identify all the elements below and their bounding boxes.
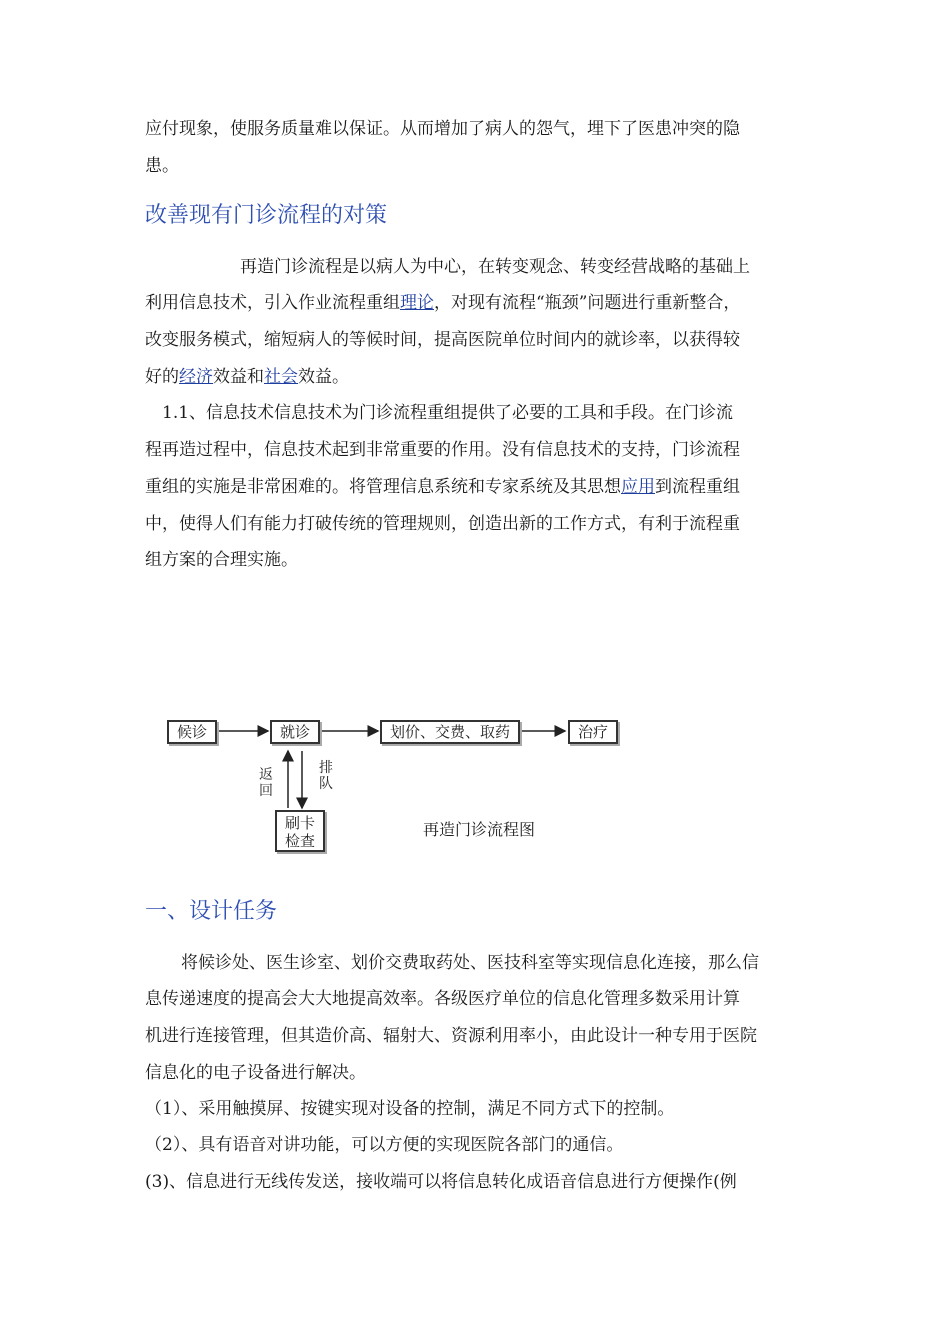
design-item-1: （1）、采用触摸屏、按键实现对设备的控制，满足不同方式下的控制。 xyxy=(145,1099,675,1119)
design-para-line-1: 将候诊处、医生诊室、划价交费取药处、医技科室等实现信息化连接，那么信 xyxy=(181,953,759,973)
label-return: 返回 xyxy=(259,767,273,799)
para2-line-1: 1.1、信息技术信息技术为门诊流程重组提供了必要的工具和手段。在门诊流 xyxy=(162,403,734,423)
para2-line-5: 组方案的合理实施。 xyxy=(145,550,298,570)
application-link[interactable]: 应用 xyxy=(621,477,655,497)
diagram-caption: 再造门诊流程图 xyxy=(423,820,536,839)
para1-line-4 xyxy=(145,366,825,388)
para1-line-2-text-a: 利用信息技术，引入作业流程重组 xyxy=(145,293,400,313)
para1-line-4-text-c: 效益。 xyxy=(298,367,349,387)
para2-line-3-text-a: 重组的实施是非常困难的。将管理信息系统和专家系统及其思想 xyxy=(145,477,621,497)
node-consult: 就诊 xyxy=(270,720,320,744)
process-flow-diagram xyxy=(160,705,630,865)
economy-link[interactable]: 经济 xyxy=(179,367,213,387)
design-para-line-4: 信息化的电子设备进行解决。 xyxy=(145,1063,366,1083)
section-heading-design: 一、设计任务 xyxy=(145,899,278,924)
para1-line-3: 改变服务模式，缩短病人的等候时间，提高医院单位时间内的就诊率，以获得较 xyxy=(145,330,740,350)
para1-line-4-text-b: 效益和 xyxy=(213,367,264,387)
intro-line-1: 应付现象，使服务质量难以保证。从而增加了病人的怨气，埋下了医患冲突的隐 xyxy=(145,119,740,139)
node-wait: 候诊 xyxy=(167,720,217,744)
design-item-2: （2）、具有语音对讲功能，可以方便的实现医院各部门的通信。 xyxy=(145,1135,624,1155)
para2-line-2: 程再造过程中，信息技术起到非常重要的作用。没有信息技术的支持，门诊流程 xyxy=(145,440,740,460)
para1-line-1: 再造门诊流程是以病人为中心，在转变观念、转变经营战略的基础上 xyxy=(240,257,750,277)
node-pay: 划价、交费、取药 xyxy=(380,720,520,744)
para1-line-4-text-a: 好的 xyxy=(145,367,179,387)
para2-line-3-text-b: 到流程重组 xyxy=(655,477,740,497)
society-link[interactable]: 社会 xyxy=(264,367,298,387)
para1-line-2-text-b: ，对现有流程“瓶颈”问题进行重新整合， xyxy=(434,293,741,313)
section-heading-countermeasure: 改善现有门诊流程的对策 xyxy=(145,203,388,228)
theory-link[interactable]: 理论 xyxy=(400,293,434,313)
design-item-3: (3)、信息进行无线传发送，接收端可以将信息转化成语音信息进行方便操作(例 xyxy=(145,1172,737,1192)
intro-line-2: 患。 xyxy=(145,156,179,176)
label-queue: 排队 xyxy=(319,760,333,792)
design-para-line-3: 机进行连接管理，但其造价高、辐射大、资源利用率小，由此设计一种专用于医院 xyxy=(145,1026,757,1046)
node-card-check: 刷卡检查 xyxy=(275,810,325,852)
para1-line-2 xyxy=(145,292,825,314)
para2-line-4: 中，使得人们有能力打破传统的管理规则，创造出新的工作方式，有利于流程重 xyxy=(145,514,740,534)
design-para-line-2: 息传递速度的提高会大大地提高效率。各级医疗单位的信息化管理多数采用计算 xyxy=(145,989,740,1009)
node-treat: 治疗 xyxy=(568,720,618,744)
para2-line-3 xyxy=(145,476,825,498)
